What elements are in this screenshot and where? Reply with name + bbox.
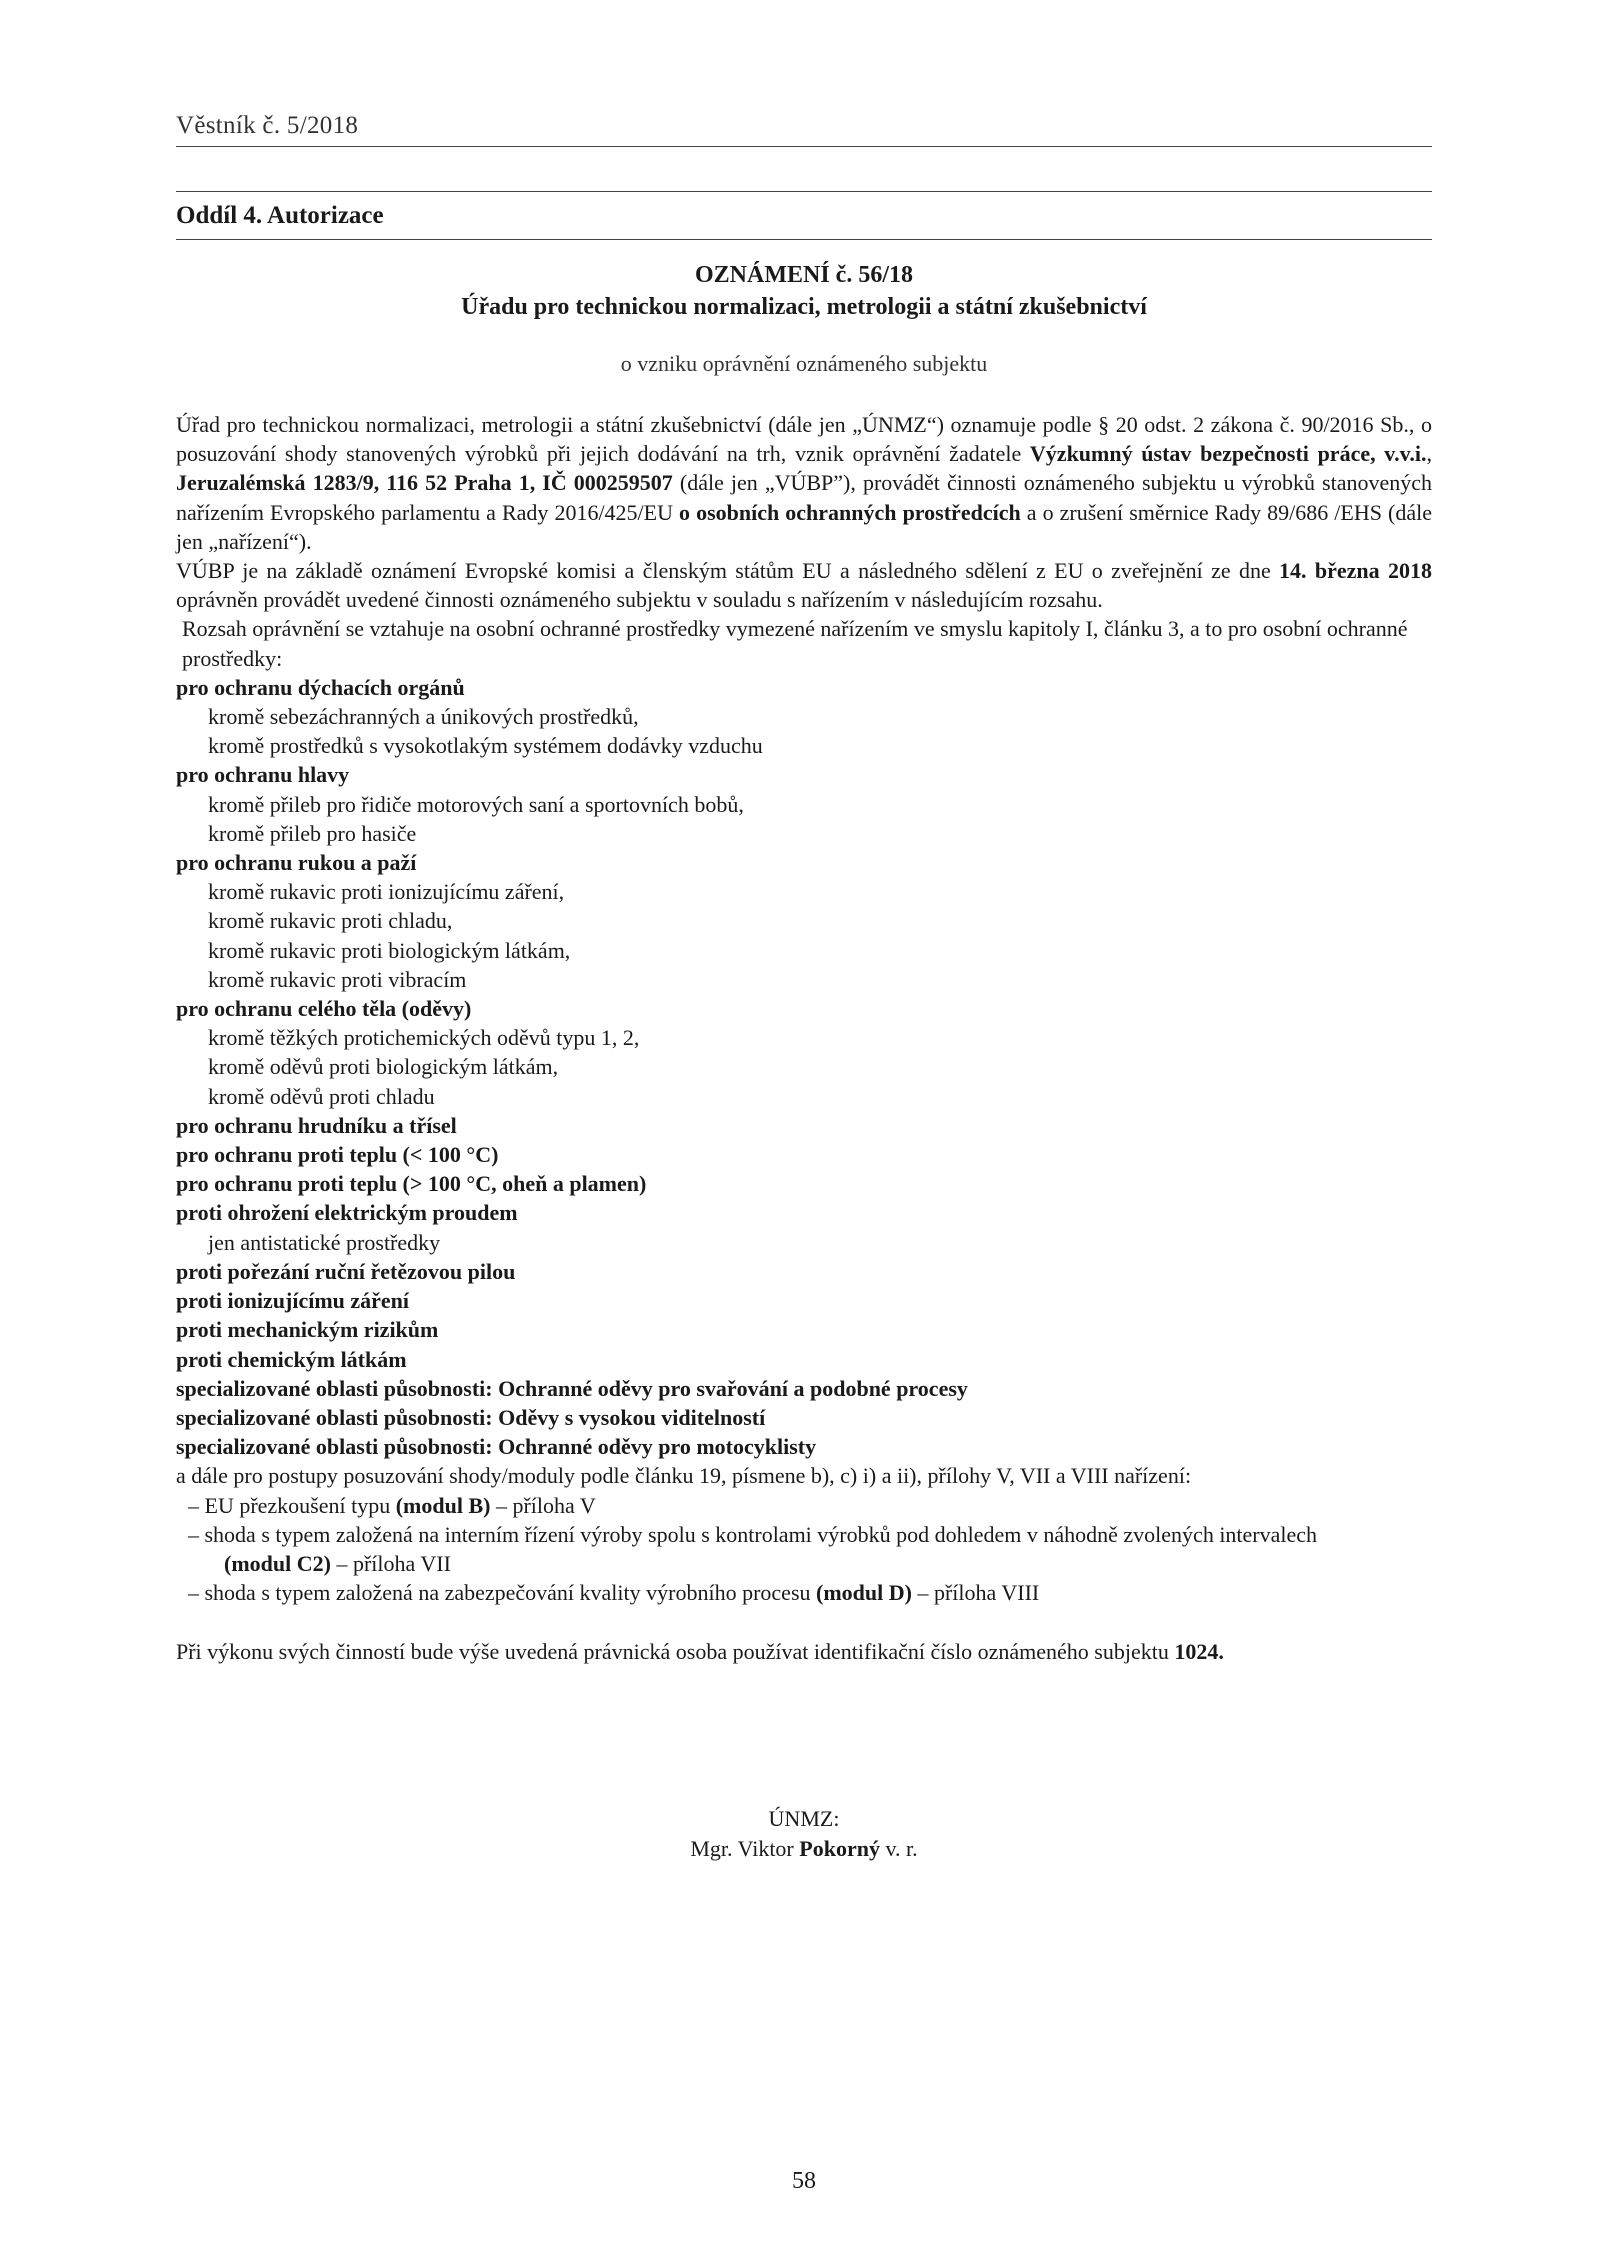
text-run: (dále jen „VÚBP”), provádět činnosti oznámeného subjektu u výrobků stanovených nařízením Evropského parlamentu a Rady 2016/425/EU [176, 470, 1432, 525]
scope-exception: kromě rukavic proti biologickým látkám, [208, 937, 571, 963]
text-run: VÚBP je na základě oznámení Evropské komisi a členským státům EU a následného sdělení z EU o zveřejnění ze dne [176, 558, 1280, 584]
scope-exception: kromě rukavic proti vibracím [208, 966, 467, 992]
scope-category: pro ochranu dýchacích orgánů [176, 674, 465, 700]
module-label: (modul B) [395, 1492, 491, 1518]
module-label: (modul C2) [224, 1550, 331, 1576]
scope-category: specializované oblasti působnosti: Ochranné oděvy pro svařování a podobné procesy [176, 1375, 968, 1401]
scope-exception: kromě prostředků s vysokotlakým systémem dodávky vzduchu [208, 733, 763, 759]
text-run: – příloha VIII [911, 1580, 1040, 1606]
procedure-item [176, 1578, 1432, 1607]
scope-category: pro ochranu rukou a paží [176, 850, 417, 876]
scope-exception: kromě sebezáchranných a únikových prostředků, [208, 704, 639, 730]
applicant-address: Jeruzalémská 1283/9, 116 52 Praha 1, IČ 000259507 [176, 470, 673, 496]
text-run: , [1426, 441, 1432, 467]
scope-exception: kromě rukavic proti chladu, [208, 908, 453, 934]
scope-category: proti chemickým látkám [176, 1346, 407, 1372]
text-run: – shoda s typem založená na zabezpečování kvality výrobního procesu [188, 1580, 816, 1606]
running-head: Věstník č. 5/2018 [176, 112, 359, 139]
text-run: – příloha VII [330, 1550, 451, 1576]
text-run: Při výkonu svých činností bude výše uvedená právnická osoba používat identifikační číslo oznámeného subjektu [176, 1639, 1175, 1665]
header-rule [176, 146, 1432, 147]
text-run: – shoda s typem založená na interním řízení výroby spolu s kontrolami výrobků pod dohledem v náhodně zvolených intervalech [188, 1521, 1318, 1547]
scope-exception: kromě těžkých protichemických oděvů typu 1, 2, [208, 1025, 640, 1051]
notice-issuer: Úřadu pro technickou normalizaci, metrologii a státní zkušebnictví [461, 294, 1147, 320]
closing-paragraph [176, 1637, 1432, 1666]
authorization-date: 14. března 2018 [1279, 558, 1432, 584]
signatory-surname: Pokorný [799, 1836, 880, 1861]
scope-category: proti pořezání ruční řetězovou pilou [176, 1258, 516, 1284]
scope-exception: kromě oděvů proti chladu [208, 1083, 435, 1109]
spacer [176, 1607, 1432, 1637]
text-run: a o zrušení směrnice Rady 89/686 /EHS (dále jen „nařízení“). [176, 499, 1432, 554]
scope-list [176, 673, 1432, 1461]
text-run: oprávněn provádět uvedené činnosti oznámeného subjektu v souladu s nařízením v následujícím rozsahu. [176, 587, 1103, 613]
intro-paragraph [176, 410, 1432, 556]
scope-paragraph: Rozsah oprávnění se vztahuje na osobní ochranné prostředky vymezené nařízením ve smyslu kapitoly I, článku 3, a to pro osobní ochranné prostředky: [182, 616, 1408, 671]
page-number: 58 [792, 2168, 816, 2194]
notified-body-number: 1024. [1174, 1639, 1224, 1665]
scope-category: pro ochranu proti teplu (> 100 °C, oheň a plamen) [176, 1171, 647, 1197]
text-run: Úřad pro technickou normalizaci, metrologii a státní zkušebnictví (dále jen „ÚNMZ“) oznamuje podle § 20 odst. 2 zákona č. 90/2016 Sb., o posuzování shody stanovených výrobků při jejich dodávání na trh, vznik oprávnění žadatele [176, 412, 1432, 467]
section-title: Oddíl 4. Autorizace [176, 202, 384, 229]
section-rule-bottom [176, 239, 1432, 240]
scope-category: proti ionizujícímu záření [176, 1288, 410, 1314]
scope-category: pro ochranu celého těla (oděvy) [176, 996, 472, 1022]
applicant-name: Výzkumný ústav bezpečnosti práce, v.v.i. [1029, 441, 1427, 467]
notice-title: OZNÁMENÍ č. 56/18 [695, 262, 913, 288]
module-label: (modul D) [816, 1580, 912, 1606]
scope-category: pro ochranu hlavy [176, 762, 350, 788]
notice-body [176, 410, 1432, 1667]
scope-exception: kromě přileb pro řidiče motorových saní a sportovních bobů, [208, 791, 744, 817]
procedure-item [176, 1520, 1432, 1549]
scope-category: pro ochranu hrudníku a třísel [176, 1112, 457, 1138]
scope-category: pro ochranu proti teplu (< 100 °C) [176, 1142, 499, 1168]
regulation-subject: o osobních ochranných prostředcích [679, 499, 1021, 525]
text-run: v. r. [879, 1836, 918, 1861]
scope-exception: kromě oděvů proti biologickým látkám, [208, 1054, 559, 1080]
procedure-item [176, 1491, 1432, 1520]
scope-category: specializované oblasti působnosti: Oděvy s vysokou viditelností [176, 1404, 766, 1430]
authorization-paragraph [176, 556, 1432, 614]
text-run: – příloha V [490, 1492, 596, 1518]
scope-exception: jen antistatické prostředky [208, 1229, 441, 1255]
signature-org: ÚNMZ: [768, 1806, 840, 1831]
scope-exception: kromě rukavic proti ionizujícímu záření, [208, 879, 565, 905]
scope-category: specializované oblasti působnosti: Ochranné oděvy pro motocyklisty [176, 1434, 817, 1460]
section-rule-top [176, 191, 1432, 192]
notice-subject: o vzniku oprávnění oznámeného subjektu [620, 351, 988, 376]
signature-name [176, 1836, 1432, 1862]
scope-category: proti ohrožení elektrickým proudem [176, 1200, 518, 1226]
scope-category: proti mechanickým rizikům [176, 1317, 439, 1343]
text-run: Mgr. Viktor [690, 1836, 800, 1861]
procedure-item-continuation [176, 1549, 1432, 1578]
scope-exception: kromě přileb pro hasiče [208, 820, 417, 846]
procedures-intro: a dále pro postupy posuzování shody/moduly podle článku 19, písmene b), c) i) a ii), přílohy V, VII a VIII nařízení: [176, 1463, 1192, 1489]
text-run: – EU přezkoušení typu [188, 1492, 396, 1518]
